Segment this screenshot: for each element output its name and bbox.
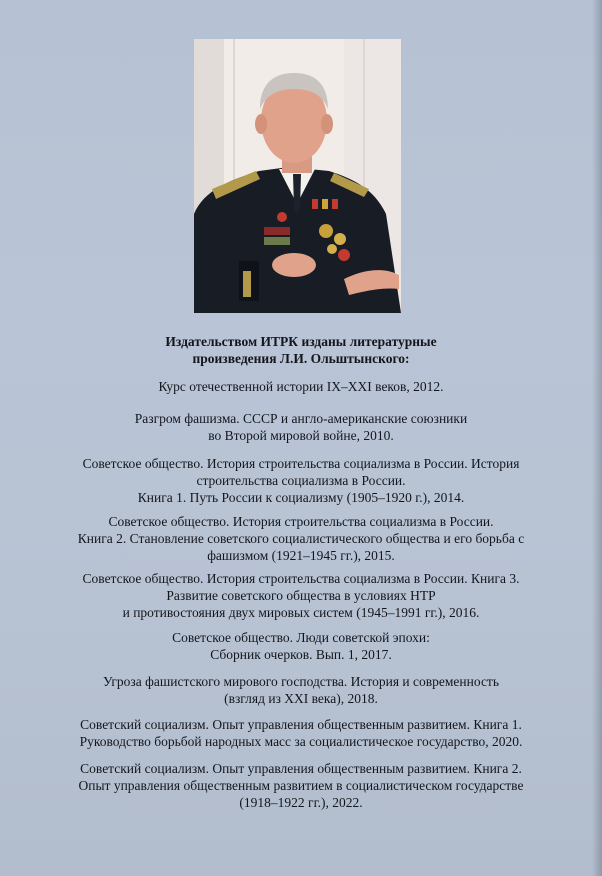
book-line: Советский социализм. Опыт управления общественным развитием. Книга 1. [80,717,522,732]
heading-line: произведения Л.И. Ольштынского: [192,351,410,366]
cover-edge-shadow [592,0,602,876]
book-entry [30,455,572,506]
book-line: Книга 1. Путь России к социализму (1905–1920 г.), 2014. [137,490,465,505]
book-line: Сборник очерков. Вып. 1, 2017. [210,647,392,662]
book-line: фашизмом (1921–1945 гг.), 2015. [207,548,395,563]
book-line: Советское общество. Люди советской эпохи: [172,630,430,645]
heading-line: Издательством ИТРК изданы литературные [165,334,437,349]
author-portrait-illustration [194,39,401,313]
book-line: Курс отечественной истории IX–XXI веков, 2012. [158,379,444,394]
book-line: Советское общество. История строительства социализма в России. История [82,456,520,471]
book-entry [30,410,572,444]
book-entry [30,570,572,621]
book-line: во Второй мировой войне, 2010. [208,428,394,443]
book-line: Руководство борьбой народных масс за социалистическое государство, 2020. [79,734,523,749]
author-photo [194,39,401,313]
book-entry [30,513,572,564]
book-line: строительства социализма в России. [196,473,406,488]
book-line: Развитие советского общества в условиях НТР [166,588,436,603]
book-line: и противостояния двух мировых систем (1945–1991 гг.), 2016. [122,605,480,620]
book-line: Советское общество. История строительства социализма в России. [108,514,494,529]
book-entry [30,716,572,750]
book-line: Советский социализм. Опыт управления общественным развитием. Книга 2. [80,761,522,776]
book-line: Угроза фашистского мирового господства. История и современность [102,674,499,689]
book-line: Опыт управления общественным развитием в социалистическом государстве [78,778,524,793]
book-line: Книга 2. Становление советского социалистического общества и его борьба с [77,531,525,546]
book-entry [30,378,572,395]
book-line: (1918–1922 гг.), 2022. [239,795,363,810]
book-entry [30,673,572,707]
book-entry [30,629,572,663]
book-line: Советское общество. История строительства социализма в России. Книга 3. [82,571,520,586]
book-line: Разгром фашизма. СССР и англо-американские союзники [134,411,468,426]
book-entry [30,760,572,811]
publications-heading [0,333,602,367]
book-line: (взгляд из XXI века), 2018. [224,691,378,706]
